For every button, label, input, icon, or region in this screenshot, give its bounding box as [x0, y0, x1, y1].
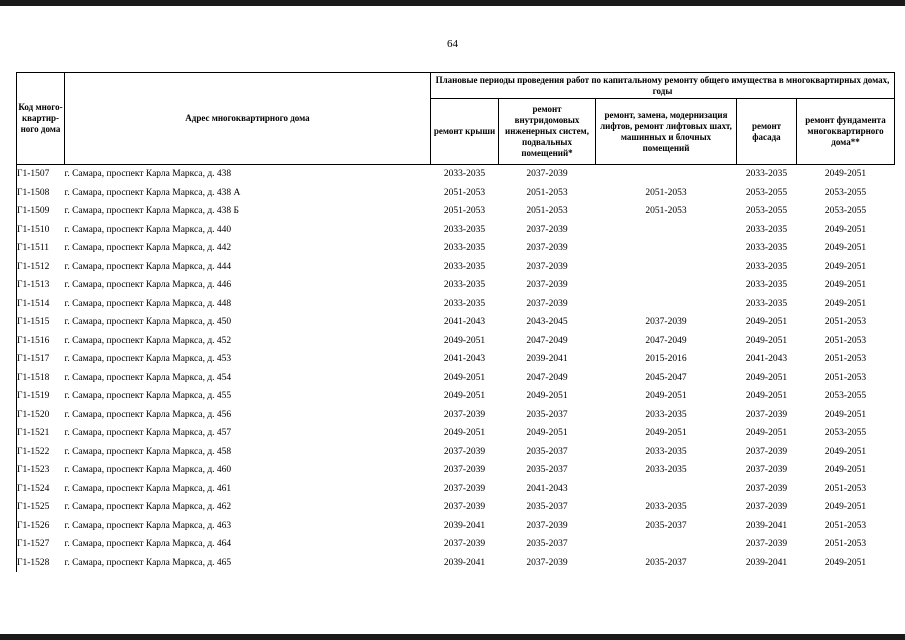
row-systems-period: 2041-2043 [526, 483, 568, 494]
row-address: г. Самара, проспект Карла Маркса, д. 450 [64, 317, 232, 328]
row-elevators-period: 2051-2053 [645, 187, 687, 198]
row-facade-period: 2039-2041 [745, 557, 788, 568]
table-row [17, 295, 895, 314]
row-roof-period: 2033-2035 [443, 224, 486, 235]
row-code: Г1-1507 [17, 165, 65, 184]
scan-bottom-border [0, 634, 905, 640]
row-foundation-period: 2053-2055 [824, 428, 867, 439]
row-code: Г1-1521 [17, 424, 65, 443]
row-facade-period: 2037-2039 [745, 465, 788, 476]
row-foundation-period: 2051-2053 [824, 354, 867, 365]
row-systems-period: 2037-2039 [499, 165, 596, 184]
row-foundation-period: 2051-2053 [824, 317, 867, 328]
row-foundation-period: 2051-2053 [824, 335, 867, 346]
row-elevators-period: 2051-2053 [645, 206, 687, 217]
row-roof-period: 2039-2041 [443, 557, 486, 568]
row-foundation-period: 2049-2051 [824, 465, 867, 476]
table-row [17, 258, 895, 277]
table-row [17, 350, 895, 369]
row-roof-period: 2049-2051 [443, 391, 486, 402]
table-row [17, 369, 895, 388]
row-facade-period: 2033-2035 [745, 280, 788, 291]
row-foundation-period: 2051-2053 [824, 539, 867, 550]
table-row [17, 424, 895, 443]
row-foundation-period: 2049-2051 [824, 280, 867, 291]
row-roof-period: 2037-2039 [443, 446, 486, 457]
row-systems-period: 2037-2039 [526, 261, 568, 272]
row-systems-period: 2049-2051 [526, 428, 568, 439]
row-code: Г1-1511 [17, 239, 65, 258]
row-facade-period: 2049-2051 [745, 317, 788, 328]
row-code: Г1-1522 [17, 443, 65, 462]
row-roof-period: 2033-2035 [443, 243, 486, 254]
row-address: г. Самара, проспект Карла Маркса, д. 455 [64, 391, 232, 402]
row-foundation-period: 2051-2053 [824, 372, 867, 383]
row-systems-period: 2037-2039 [526, 243, 568, 254]
row-address: г. Самара, проспект Карла Маркса, д. 448 [64, 298, 232, 309]
row-systems-period: 2037-2039 [526, 520, 568, 531]
row-foundation-period: 2049-2051 [824, 446, 867, 457]
row-systems-period: 2035-2037 [526, 446, 568, 457]
row-roof-period: 2051-2053 [443, 206, 486, 217]
row-address: г. Самара, проспект Карла Маркса, д. 454 [64, 372, 232, 383]
row-facade-period: 2037-2039 [745, 446, 788, 457]
row-address: г. Самара, проспект Карла Маркса, д. 453 [64, 354, 232, 365]
row-elevators-period: 2033-2035 [645, 465, 687, 476]
table-row [17, 443, 895, 462]
row-address: г. Самара, проспект Карла Маркса, д. 446 [64, 280, 232, 291]
row-address: г. Самара, проспект Карла Маркса, д. 461 [64, 483, 232, 494]
row-elevators-period [596, 221, 737, 240]
row-code: Г1-1519 [17, 387, 65, 406]
row-address: г. Самара, проспект Карла Маркса, д. 452 [64, 335, 232, 346]
row-systems-period: 2035-2037 [526, 502, 568, 513]
row-code: Г1-1526 [17, 517, 65, 536]
row-code: Г1-1516 [17, 332, 65, 351]
row-code: Г1-1524 [17, 480, 65, 499]
header-code: Код много-квартир-ного дома [17, 73, 65, 165]
row-code: Г1-1520 [17, 406, 65, 425]
row-foundation-period: 2053-2055 [824, 206, 867, 217]
row-code: Г1-1518 [17, 369, 65, 388]
row-address: г. Самара, проспект Карла Маркса, д. 444 [64, 261, 232, 272]
row-roof-period: 2033-2035 [443, 298, 486, 309]
row-facade-period: 2033-2035 [745, 298, 788, 309]
row-elevators-period [596, 480, 737, 499]
row-address: г. Самара, проспект Карла Маркса, д. 442 [64, 243, 232, 254]
table-row [17, 239, 895, 258]
row-address: г. Самара, проспект Карла Маркса, д. 438 Б [64, 206, 240, 217]
row-code: Г1-1517 [17, 350, 65, 369]
row-elevators-period: 2047-2049 [645, 335, 687, 346]
row-facade-period: 2049-2051 [745, 372, 788, 383]
row-roof-period: 2049-2051 [443, 335, 486, 346]
table-row [17, 313, 895, 332]
row-facade-period: 2037-2039 [745, 539, 788, 550]
row-facade-period: 2033-2035 [745, 243, 788, 254]
row-code: Г1-1515 [17, 313, 65, 332]
table-row [17, 276, 895, 295]
table-row [17, 184, 895, 203]
row-facade-period: 2053-2055 [745, 187, 788, 198]
row-elevators-period: 2035-2037 [645, 557, 687, 568]
header-foundation: ремонт фундамента многоквартирного дома** [797, 99, 895, 165]
row-address: г. Самара, проспект Карла Маркса, д. 438 [65, 165, 431, 184]
table-row [17, 202, 895, 221]
row-elevators-period [596, 165, 737, 184]
row-roof-period: 2041-2043 [443, 317, 486, 328]
row-foundation-period: 2051-2053 [824, 520, 867, 531]
table-row [17, 535, 895, 554]
table-row [17, 498, 895, 517]
row-facade-period: 2049-2051 [745, 391, 788, 402]
row-foundation-period: 2049-2051 [824, 224, 867, 235]
row-address: г. Самара, проспект Карла Маркса, д. 456 [64, 409, 232, 420]
row-facade-period: 2041-2043 [745, 354, 788, 365]
row-facade-period: 2039-2041 [745, 520, 788, 531]
row-roof-period: 2041-2043 [443, 354, 486, 365]
row-foundation-period: 2049-2051 [824, 557, 867, 568]
row-systems-period: 2047-2049 [526, 335, 568, 346]
row-elevators-period [596, 258, 737, 277]
row-roof-period: 2033-2035 [443, 261, 486, 272]
row-systems-period: 2037-2039 [526, 224, 568, 235]
row-address: г. Самара, проспект Карла Маркса, д. 440 [64, 224, 232, 235]
row-facade-period: 2049-2051 [745, 428, 788, 439]
table-row [17, 387, 895, 406]
row-roof-period: 2037-2039 [443, 502, 486, 513]
row-elevators-period: 2033-2035 [645, 409, 687, 420]
row-address: г. Самара, проспект Карла Маркса, д. 464 [64, 539, 232, 550]
table-row [17, 332, 895, 351]
row-roof-period: 2033-2035 [431, 165, 499, 184]
row-elevators-period: 2033-2035 [645, 446, 687, 457]
row-foundation-period: 2053-2055 [824, 187, 867, 198]
row-facade-period: 2033-2035 [745, 224, 788, 235]
row-code: Г1-1514 [17, 295, 65, 314]
table-row [17, 221, 895, 240]
row-code: Г1-1527 [17, 535, 65, 554]
row-facade-period: 2037-2039 [745, 502, 788, 513]
row-code: Г1-1512 [17, 258, 65, 277]
row-roof-period: 2037-2039 [443, 465, 486, 476]
row-roof-period: 2049-2051 [443, 428, 486, 439]
page-number: 64 [447, 38, 458, 50]
scan-top-border [0, 0, 905, 6]
row-code: Г1-1523 [17, 461, 65, 480]
row-address: г. Самара, проспект Карла Маркса, д. 458 [64, 446, 232, 457]
row-roof-period: 2033-2035 [443, 280, 486, 291]
row-elevators-period [596, 276, 737, 295]
row-facade-period: 2053-2055 [745, 206, 788, 217]
row-roof-period: 2051-2053 [443, 187, 486, 198]
row-facade-period: 2033-2035 [745, 261, 788, 272]
row-facade-period: 2049-2051 [745, 335, 788, 346]
row-systems-period: 2035-2037 [526, 409, 568, 420]
row-address: г. Самара, проспект Карла Маркса, д. 462 [64, 502, 232, 513]
table-row [17, 517, 895, 536]
row-elevators-period: 2037-2039 [645, 317, 687, 328]
row-systems-period: 2039-2041 [526, 354, 568, 365]
row-elevators-period: 2045-2047 [645, 372, 687, 383]
row-code: Г1-1510 [17, 221, 65, 240]
table-row [17, 461, 895, 480]
row-elevators-period: 2049-2051 [645, 391, 687, 402]
row-foundation-period: 2049-2051 [824, 243, 867, 254]
row-code: Г1-1509 [17, 202, 65, 221]
header-facade: ремонт фасада [737, 99, 797, 165]
row-foundation-period: 2053-2055 [824, 391, 867, 402]
row-systems-period: 2049-2051 [526, 391, 568, 402]
row-code: Г1-1525 [17, 498, 65, 517]
row-systems-period: 2051-2053 [526, 206, 568, 217]
table-row [17, 406, 895, 425]
row-roof-period: 2037-2039 [443, 539, 486, 550]
row-roof-period: 2037-2039 [443, 483, 486, 494]
table-row [17, 554, 895, 573]
row-foundation-period: 2049-2051 [797, 165, 895, 184]
header-roof: ремонт крыши [431, 99, 499, 165]
row-elevators-period: 2049-2051 [645, 428, 687, 439]
table-row [17, 480, 895, 499]
row-elevators-period: 2015-2016 [645, 354, 687, 365]
row-elevators-period [596, 535, 737, 554]
row-facade-period: 2037-2039 [745, 409, 788, 420]
row-elevators-period: 2035-2037 [645, 520, 687, 531]
row-facade-period: 2037-2039 [745, 483, 788, 494]
row-systems-period: 2037-2039 [526, 298, 568, 309]
header-elevators: ремонт, замена, модернизация лифтов, ремонт лифтовых шахт, машинных и блочных помещений [596, 99, 737, 165]
row-code: Г1-1513 [17, 276, 65, 295]
row-address: г. Самара, проспект Карла Маркса, д. 465 [64, 557, 232, 568]
row-systems-period: 2051-2053 [526, 187, 568, 198]
row-systems-period: 2043-2045 [526, 317, 568, 328]
row-elevators-period: 2033-2035 [645, 502, 687, 513]
row-address: г. Самара, проспект Карла Маркса, д. 463 [64, 520, 232, 531]
row-address: г. Самара, проспект Карла Маркса, д. 457 [64, 428, 232, 439]
row-facade-period: 2033-2035 [737, 165, 797, 184]
row-foundation-period: 2049-2051 [824, 261, 867, 272]
row-systems-period: 2035-2037 [526, 465, 568, 476]
row-foundation-period: 2049-2051 [824, 409, 867, 420]
row-roof-period: 2049-2051 [443, 372, 486, 383]
row-address: г. Самара, проспект Карла Маркса, д. 438 А [64, 187, 241, 198]
row-systems-period: 2037-2039 [526, 280, 568, 291]
row-foundation-period: 2049-2051 [824, 502, 867, 513]
row-roof-period: 2037-2039 [443, 409, 486, 420]
header-periods-title: Плановые периоды проведения работ по капитальному ремонту общего имущества в многоквартирных домах, годы [431, 73, 895, 99]
row-elevators-period [596, 239, 737, 258]
row-systems-period: 2035-2037 [526, 539, 568, 550]
row-systems-period: 2037-2039 [526, 557, 568, 568]
row-address: г. Самара, проспект Карла Маркса, д. 460 [64, 465, 232, 476]
row-foundation-period: 2049-2051 [824, 298, 867, 309]
row-foundation-period: 2051-2053 [824, 483, 867, 494]
row-code: Г1-1508 [17, 184, 65, 203]
row-roof-period: 2039-2041 [443, 520, 486, 531]
capital-repair-table [16, 72, 895, 572]
header-address: Адрес многоквартирного дома [65, 73, 431, 165]
row-code: Г1-1528 [17, 554, 65, 573]
header-internal-systems: ремонт внутридомовых инженерных систем, подвальных помещений* [499, 99, 596, 165]
table-body [17, 165, 895, 573]
row-elevators-period [596, 295, 737, 314]
row-systems-period: 2047-2049 [526, 372, 568, 383]
table-row [17, 165, 895, 184]
